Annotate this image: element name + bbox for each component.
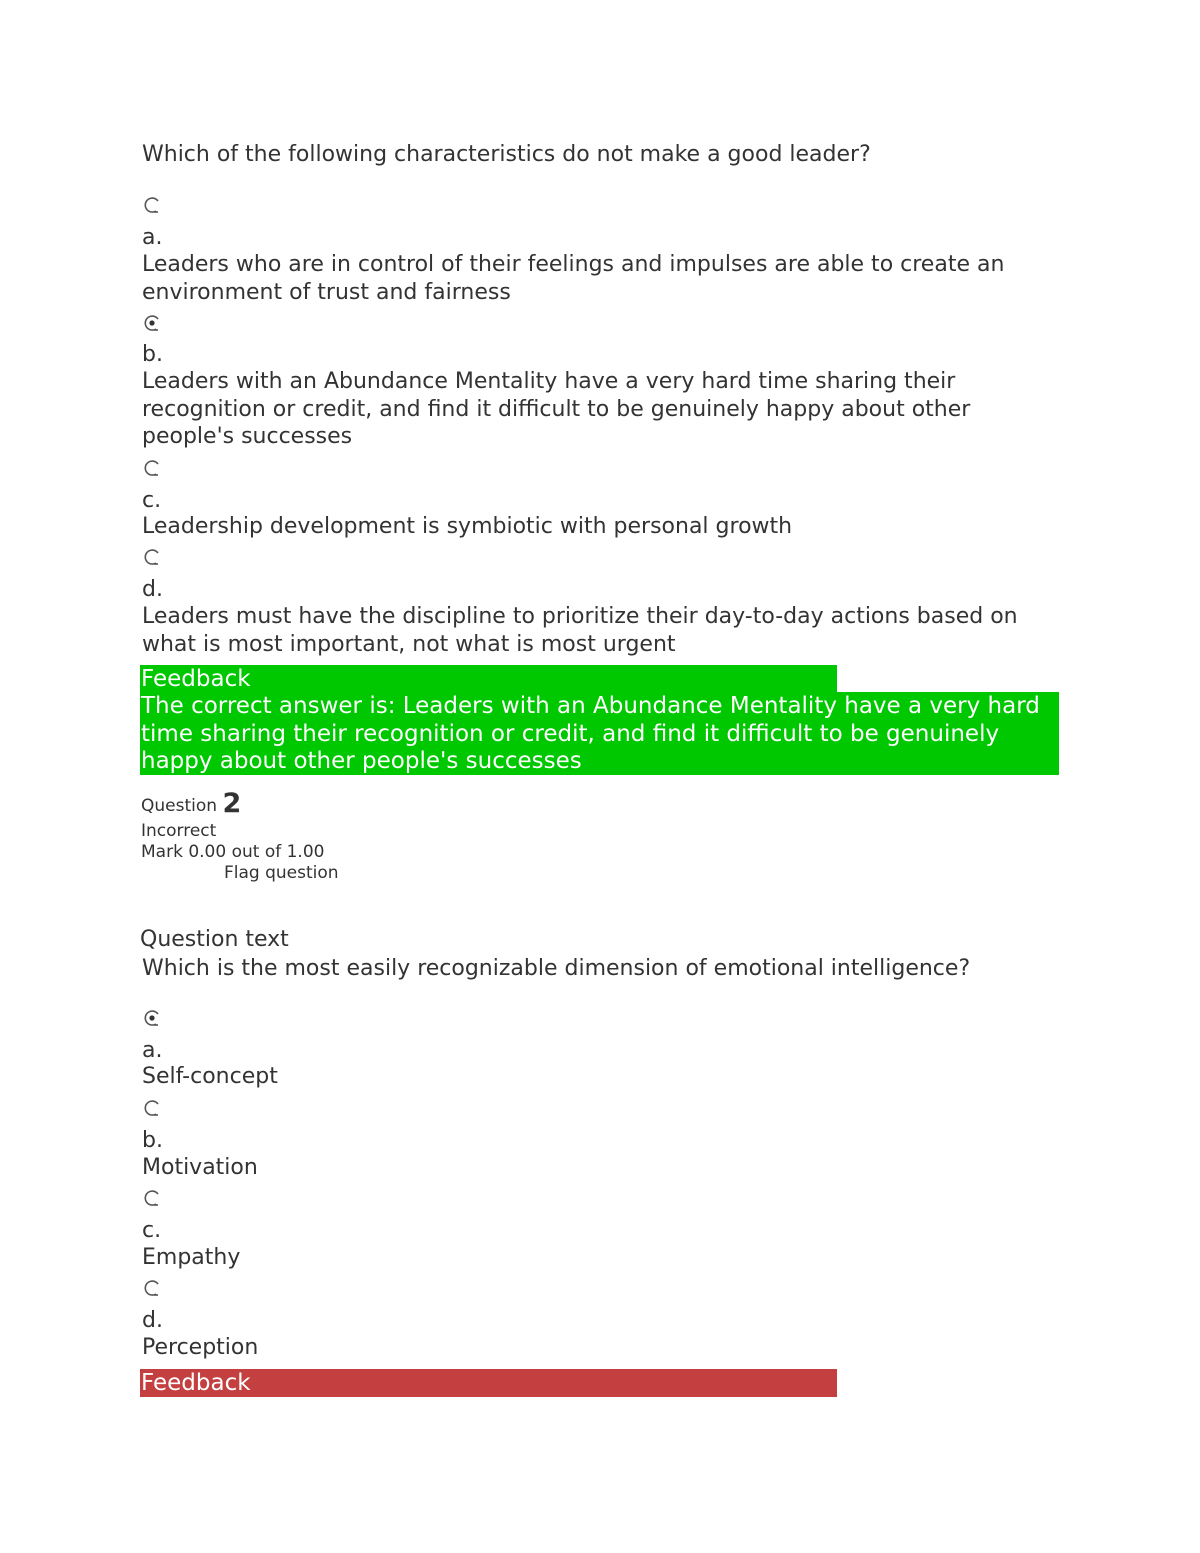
radio-icon[interactable] — [143, 1279, 161, 1297]
radio-icon[interactable] — [143, 1189, 161, 1207]
option-letter: d. — [142, 1308, 163, 1333]
question-text-heading: Question text — [140, 927, 289, 952]
option-text: Leaders who are in control of their feelings and impulses are able to create an environment of trust and fairness — [142, 252, 1005, 305]
option-text: Perception — [142, 1335, 259, 1360]
question-1-text: Which of the following characteristics do not make a good leader? — [142, 142, 871, 167]
question-mark: Mark 0.00 out of 1.00 — [141, 842, 325, 862]
flag-question-link[interactable]: Flag question — [224, 863, 339, 883]
option-text: Leaders with an Abundance Mentality have a very hard time sharing their recognition or credit, and find it difficult to be genuinely happy about other people's successes — [142, 369, 971, 449]
radio-icon[interactable] — [143, 548, 161, 566]
question-status: Incorrect — [141, 821, 217, 841]
option-text: Leaders must have the discipline to prioritize their day-to-day actions based on what is most important, not what is most urgent — [142, 604, 1018, 657]
radio-icon[interactable] — [143, 1099, 161, 1117]
radio-selected-icon[interactable] — [143, 1009, 161, 1027]
feedback-correct-answer: The correct answer is: Leaders with an Abundance Mentality have a very hard time sharing their recognition or credit, and find it difficult to be genuinely happy about other people's successes — [140, 692, 1059, 775]
radio-selected-icon[interactable] — [143, 314, 161, 332]
option-letter: a. — [142, 225, 163, 250]
option-letter: b. — [142, 342, 163, 367]
option-letter: c. — [142, 488, 162, 513]
option-text: Leadership development is symbiotic with personal growth — [142, 514, 793, 539]
feedback-label: Feedback — [140, 1369, 837, 1397]
radio-icon[interactable] — [143, 196, 161, 214]
option-letter: d. — [142, 577, 163, 602]
option-text: Motivation — [142, 1155, 258, 1180]
question-label: Question — [141, 796, 218, 816]
option-letter: b. — [142, 1128, 163, 1153]
question-number-value: 2 — [222, 788, 242, 819]
option-text: Empathy — [142, 1245, 241, 1270]
question-2-text: Which is the most easily recognizable dimension of emotional intelligence? — [142, 956, 971, 981]
option-letter: a. — [142, 1038, 163, 1063]
option-letter: c. — [142, 1218, 162, 1243]
feedback-label: Feedback — [140, 665, 837, 692]
radio-icon[interactable] — [143, 459, 161, 477]
option-text: Self-concept — [142, 1064, 278, 1089]
question-number — [141, 788, 242, 819]
